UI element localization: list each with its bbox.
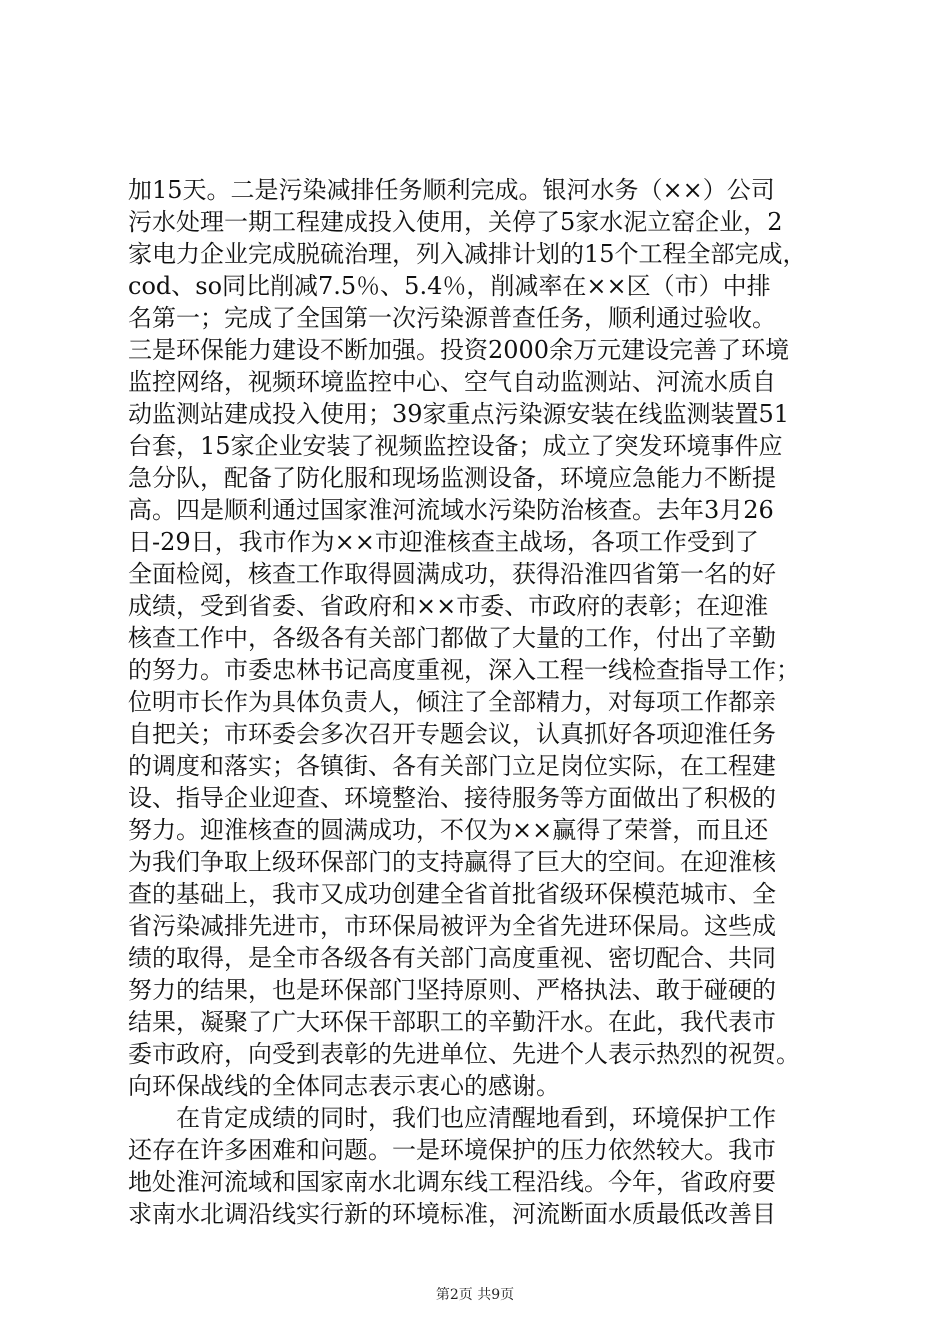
text-line: 为我们争取上级环保部门的支持赢得了巨大的空间。在迎淮核 xyxy=(128,848,776,876)
text-line: 急分队，配备了防化服和现场监测设备，环境应急能力不断提 xyxy=(128,464,776,492)
text-line: 结果，凝聚了广大环保干部职工的辛勤汗水。在此，我代表市 xyxy=(128,1008,776,1036)
text-line: 在肯定成绩的同时，我们也应清醒地看到，环境保护工作 xyxy=(128,1104,776,1132)
text-line: 的努力。市委忠林书记高度重视，深入工程一线检查指导工作； xyxy=(128,656,800,684)
text-line: cod、so同比削减7.5％、5.4％，削减率在××区（市）中排 xyxy=(128,272,771,300)
text-line: 努力。迎淮核查的圆满成功，不仅为××赢得了荣誉，而且还 xyxy=(128,816,769,844)
text-line: 三是环保能力建设不断加强。投资2000余万元建设完善了环境 xyxy=(128,336,790,364)
text-line: 成绩，受到省委、省政府和××市委、市政府的表彰；在迎淮 xyxy=(128,592,769,620)
text-line: 省污染减排先进市，市环保局被评为全省先进环保局。这些成 xyxy=(128,912,776,940)
text-line: 地处淮河流域和国家南水北调东线工程沿线。今年，省政府要 xyxy=(128,1168,776,1196)
document-body xyxy=(128,174,844,1230)
text-line: 自把关；市环委会多次召开专题会议，认真抓好各项迎淮任务 xyxy=(128,720,776,748)
text-line: 污水处理一期工程建成投入使用，关停了5家水泥立窑企业，2 xyxy=(128,208,783,236)
text-line: 加15天。二是污染减排任务顺利完成。银河水务（××）公司 xyxy=(128,176,775,204)
text-line: 全面检阅，核查工作取得圆满成功，获得沿淮四省第一名的好 xyxy=(128,560,776,588)
text-line: 动监测站建成投入使用；39家重点污染源安装在线监测装置51 xyxy=(128,400,790,428)
text-line: 向环保战线的全体同志表示衷心的感谢。 xyxy=(128,1072,560,1100)
text-line: 位明市长作为具体负责人，倾注了全部精力，对每项工作都亲 xyxy=(128,688,776,716)
text-line: 名第一；完成了全国第一次污染源普查任务，顺利通过验收。 xyxy=(128,304,776,332)
text-line: 设、指导企业迎查、环境整治、接待服务等方面做出了积极的 xyxy=(128,784,776,812)
text-line: 查的基础上，我市又成功创建全省首批省级环保模范城市、全 xyxy=(128,880,776,908)
text-line: 监控网络，视频环境监控中心、空气自动监测站、河流水质自 xyxy=(128,368,776,396)
text-line: 高。四是顺利通过国家淮河流域水污染防治核查。去年3月26 xyxy=(128,496,774,524)
text-line: 努力的结果，也是环保部门坚持原则、严格执法、敢于碰硬的 xyxy=(128,976,776,1004)
text-line: 日-29日，我市作为××市迎淮核查主战场，各项工作受到了 xyxy=(128,528,759,556)
text-line: 家电力企业完成脱硫治理，列入减排计划的15个工程全部完成， xyxy=(128,240,807,268)
text-line: 委市政府，向受到表彰的先进单位、先进个人表示热烈的祝贺。 xyxy=(128,1040,800,1068)
text-line: 的调度和落实；各镇街、各有关部门立足岗位实际，在工程建 xyxy=(128,752,776,780)
text-line: 还存在许多困难和问题。一是环境保护的压力依然较大。我市 xyxy=(128,1136,776,1164)
text-line: 核查工作中，各级各有关部门都做了大量的工作，付出了辛勤 xyxy=(128,624,776,652)
page-footer: 第2页 共9页 xyxy=(435,1287,515,1303)
text-line: 台套，15家企业安装了视频监控设备；成立了突发环境事件应 xyxy=(128,432,783,460)
text-line: 求南水北调沿线实行新的环境标准，河流断面水质最低改善目 xyxy=(128,1200,776,1228)
text-line: 绩的取得，是全市各级各有关部门高度重视、密切配合、共同 xyxy=(128,944,776,972)
